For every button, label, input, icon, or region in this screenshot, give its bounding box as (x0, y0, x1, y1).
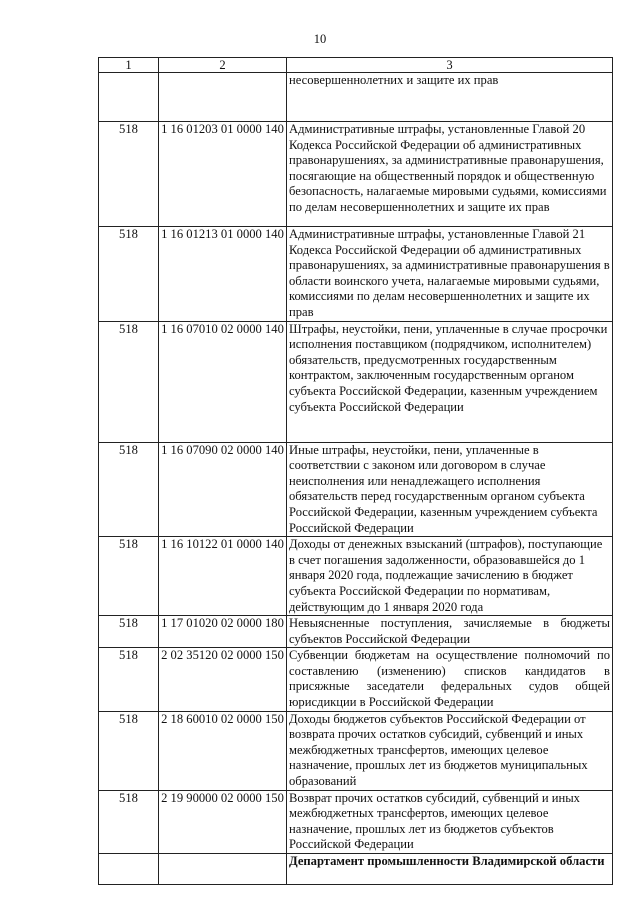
table-row-continuation (99, 73, 613, 122)
table-row (99, 616, 613, 648)
admin-cell: 518 (99, 442, 159, 537)
table-row (99, 648, 613, 711)
description-cell: Административные штрафы, установленные Главой 21 Кодекса Российской Федерации об административных правонарушениях, за административные правонарушения в области воинского учета, налагаемые мировыми судьями, комиссиями по делам несовершеннолетних и защите их прав (287, 227, 613, 322)
description-cell: Иные штрафы, неустойки, пени, уплаченные в соответствии с законом или договором в случае неисполнения или ненадлежащего исполнения обязательств перед государственным органом субъекта Российской Федерации, казенным учреждением субъекта Российской Федерации (287, 442, 613, 537)
description-cell: Штрафы, неустойки, пени, уплаченные в случае просрочки исполнения поставщиком (подрядчиком, исполнителем) обязательств, предусмотренных государственным контрактом, заключенным государственным органом субъекта Российской Федерации, казенным учреждением субъекта Российской Федерации (287, 321, 613, 442)
table-row (99, 122, 613, 227)
admin-cell: 518 (99, 616, 159, 648)
description-cell: Субвенции бюджетам на осуществление полномочий по составлению (изменению) списков кандидатов в присяжные заседатели федеральных судов общей юрисдикции в Российской Федерации (287, 648, 613, 711)
revenue-codes-table (98, 57, 613, 885)
admin-cell (99, 854, 159, 885)
admin-cell: 518 (99, 711, 159, 790)
description-cell: Доходы от денежных взысканий (штрафов), поступающие в счет погашения задолженности, образовавшейся до 1 января 2020 года, подлежащие зачислению в бюджет субъекта Российской Федерации по нормативам, действующим до 1 января 2020 года (287, 537, 613, 616)
code-cell: 1 16 10122 01 0000 140 (159, 537, 287, 616)
column-header-2: 2 (159, 58, 287, 73)
code-cell: 2 02 35120 02 0000 150 (159, 648, 287, 711)
section-heading: Департамент промышленности Владимирской области (287, 854, 613, 885)
code-cell: 1 16 01213 01 0000 140 (159, 227, 287, 322)
column-header-1: 1 (99, 58, 159, 73)
description-cell: несовершеннолетних и защите их прав (287, 73, 613, 122)
description-cell: Возврат прочих остатков субсидий, субвенций и иных межбюджетных трансфертов, имеющих целевое назначение, прошлых лет из бюджетов субъектов Российской Федерации (287, 790, 613, 853)
code-cell: 1 16 07010 02 0000 140 (159, 321, 287, 442)
table-row-section (99, 854, 613, 885)
admin-cell: 518 (99, 537, 159, 616)
code-cell (159, 854, 287, 885)
table-row (99, 442, 613, 537)
code-cell: 2 18 60010 02 0000 150 (159, 711, 287, 790)
table-row (99, 790, 613, 853)
admin-cell: 518 (99, 321, 159, 442)
column-header-3: 3 (287, 58, 613, 73)
code-cell: 1 16 01203 01 0000 140 (159, 122, 287, 227)
table-row (99, 321, 613, 442)
admin-cell: 518 (99, 790, 159, 853)
code-cell: 1 16 07090 02 0000 140 (159, 442, 287, 537)
admin-cell: 518 (99, 227, 159, 322)
code-cell (159, 73, 287, 122)
admin-cell: 518 (99, 648, 159, 711)
table-header-row (99, 58, 613, 73)
description-cell: Доходы бюджетов субъектов Российской Федерации от возврата прочих остатков субсидий, субвенций и иных межбюджетных трансфертов, имеющих целевое назначение, прошлых лет из бюджетов муниципальных образований (287, 711, 613, 790)
table-row (99, 227, 613, 322)
description-cell: Невыясненные поступления, зачисляемые в бюджеты субъектов Российской Федерации (287, 616, 613, 648)
admin-cell (99, 73, 159, 122)
code-cell: 2 19 90000 02 0000 150 (159, 790, 287, 853)
page-number: 10 (313, 32, 327, 46)
description-cell: Административные штрафы, установленные Главой 20 Кодекса Российской Федерации об административных правонарушениях, за административные правонарушения, посягающие на общественный порядок и общественную безопасность, налагаемые мировыми судьями, комиссиями по делам несовершеннолетних и защите их прав (287, 122, 613, 227)
admin-cell: 518 (99, 122, 159, 227)
table-row (99, 711, 613, 790)
code-cell: 1 17 01020 02 0000 180 (159, 616, 287, 648)
table-row (99, 537, 613, 616)
